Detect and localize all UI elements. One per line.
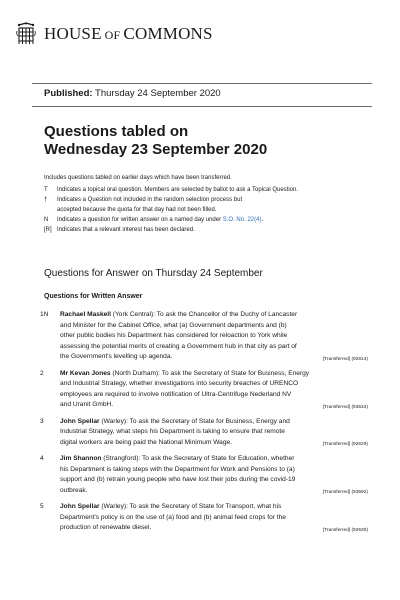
symbol-text (57, 215, 364, 225)
question-body (60, 310, 368, 363)
question-line: the Government's levelling up agenda. (60, 353, 173, 360)
question-item (40, 369, 368, 411)
symbol-row (44, 195, 364, 205)
question-text: To ask the Secretary of State for Education, whether (141, 455, 295, 462)
question-body (60, 454, 368, 496)
title-line-2: Wednesday 23 September 2020 (44, 141, 268, 158)
symbol-key: T (44, 187, 48, 193)
bottom-rule (32, 106, 372, 107)
intro-notes (44, 173, 364, 235)
question-line (60, 502, 368, 513)
published-date: Thursday 24 September 2020 (95, 88, 221, 99)
org-of: OF (104, 28, 121, 42)
question-line (60, 310, 368, 321)
question-reference: [Transferred] (92630) (322, 527, 368, 533)
question-reference: [Transferred] (92814) (322, 356, 368, 362)
question-line (60, 369, 368, 380)
question-line (60, 454, 368, 465)
question-line: and Industrial Strategy, whether investigations into security breaches of URENCO (60, 380, 299, 387)
member-constituency: (North Durham): (110, 369, 162, 377)
symbol-key (44, 205, 57, 215)
symbol-key: † (44, 197, 48, 203)
title-line-1: Questions tabled on (44, 123, 189, 140)
symbol-text-main: Indicates a question for written answer on a named day under (57, 217, 223, 223)
member-constituency: (Warley): (99, 417, 130, 425)
question-number: 2 (40, 369, 44, 377)
organisation-name (44, 24, 213, 44)
questions-list (40, 310, 368, 534)
question-text: To ask the Secretary of State for Transport, what his (129, 503, 282, 510)
member-constituency: (Warley): (99, 503, 130, 510)
member-constituency: (Strangford): (101, 455, 142, 462)
member-name: Jim Shannon (60, 455, 102, 462)
question-line: digital workers are being paid the National Minimum Wage. (60, 438, 233, 446)
question-number: 3 (40, 417, 44, 425)
member-name: Rachael Maskell (60, 311, 111, 318)
published-label: Published: (44, 88, 93, 99)
question-line: other public bodies his Department has considered for reloaction to York while (60, 332, 288, 339)
section-subheading: Questions for Written Answer (44, 293, 143, 300)
symbol-text: accepted because the quota for that day had not been filled. (57, 207, 217, 213)
page-title (44, 123, 267, 159)
question-line: assessing the potential merits of creating a Government hub in that city as part of (60, 342, 297, 350)
question-body (60, 369, 368, 411)
question-item (40, 454, 368, 496)
symbol-row (44, 225, 364, 235)
org-house: HOUSE (44, 24, 102, 43)
question-line: Industrial Strategy, what steps his Department is taking to ensure that remote (60, 428, 285, 435)
symbol-key: N (44, 217, 49, 223)
question-item (40, 310, 368, 363)
question-number: 4 (40, 455, 44, 462)
question-item (40, 502, 368, 534)
question-line (60, 417, 368, 428)
question-line: support and (b) retrain young people who have lost their jobs during the covid-19 (60, 476, 296, 483)
question-number: 1N (40, 311, 49, 318)
member-constituency: (York Central): (110, 311, 157, 318)
section-heading: Questions for Answer on Thursday 24 September (44, 268, 263, 279)
question-reference: [Transferred] (92629) (322, 442, 368, 447)
symbol-text-tail: . (261, 217, 264, 223)
symbol-text: Indicates a topical oral question. Members are selected by ballot to ask a Topical Question. (57, 187, 299, 193)
member-name: John Spellar (60, 417, 100, 425)
question-number: 5 (40, 503, 44, 510)
question-reference: [Transferred] (93592) (322, 490, 368, 495)
portcullis-icon (16, 22, 36, 46)
question-item (40, 417, 368, 449)
org-commons: COMMONS (123, 24, 213, 43)
top-rule (32, 83, 372, 84)
question-text: To ask the Secretary of State for Business, Energy (161, 369, 310, 377)
symbol-row (44, 205, 364, 215)
member-name: Mr Kevan Jones (60, 369, 111, 377)
symbol-key: [R] (44, 227, 52, 233)
house-of-commons-header (16, 22, 213, 46)
question-line: and Uranit GmbH. (60, 401, 114, 408)
symbol-row (44, 185, 364, 195)
question-line: his Department is taking steps with the Department for Work and Pensions to (a) (60, 465, 295, 473)
question-line: production of renewable diesel. (60, 524, 152, 531)
question-body (60, 417, 368, 449)
symbol-text: Indicates that a relevant interest has been declared. (57, 227, 195, 233)
intro-line: Includes questions tabled on earlier days which have been transferred. (44, 175, 232, 181)
question-line: Department's policy is on the use of (a) food and (b) animal feed crops for the (60, 513, 286, 521)
standing-order-link[interactable]: S.O. No. 22(4) (222, 217, 262, 223)
question-text: To ask the Secretary of State for Business, Energy and (129, 417, 290, 425)
question-line: employees are required to involve notification of Ultra-Centrifuge Nederland NV (60, 390, 292, 398)
question-text: To ask the Chancellor of the Duchy of Lancaster (156, 311, 298, 318)
member-name: John Spellar (60, 503, 100, 510)
question-body (60, 502, 368, 534)
symbol-text: Indicates a Question not included in the random selection process but (57, 197, 243, 203)
symbol-row (44, 215, 364, 225)
question-line: and Minister for the Cabinet Office, what (a) Government departments and (b) (60, 321, 287, 329)
question-line: outbreak. (60, 486, 88, 494)
published-line (44, 88, 221, 99)
question-reference: [Transferred] (93534) (322, 404, 368, 410)
